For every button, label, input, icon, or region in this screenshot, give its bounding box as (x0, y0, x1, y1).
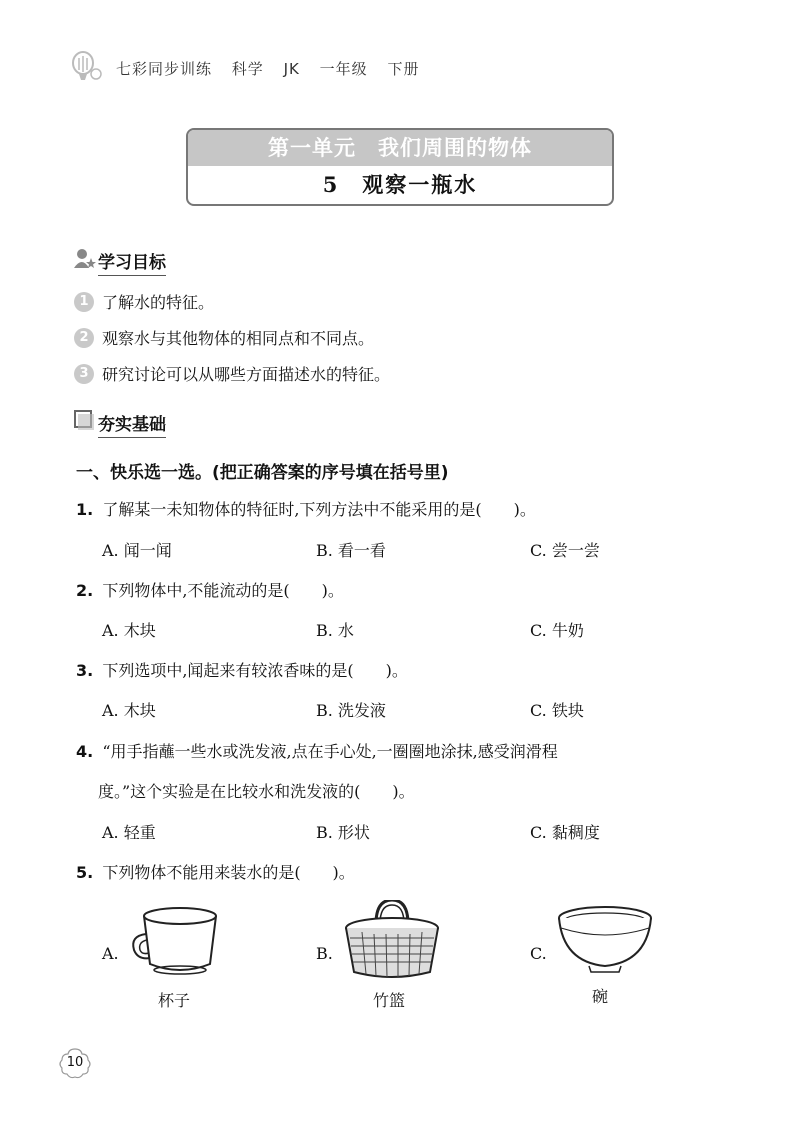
goal-item (74, 326, 374, 349)
header-book: 七彩同步训练 (116, 60, 213, 78)
question-text: 下列物体中,不能流动的是( )。 (102, 581, 344, 600)
question-4 (76, 739, 558, 762)
question-number: 3. (76, 661, 94, 680)
option-c[interactable]: C. 黏稠度 (530, 823, 600, 842)
question-5 (76, 860, 355, 883)
page-number: 10 (66, 1055, 84, 1070)
option-a[interactable]: A. 闻一闻 (102, 541, 172, 560)
question-1 (76, 497, 536, 520)
title-box (186, 128, 614, 206)
question-text: 下列物体不能用来装水的是( )。 (102, 863, 355, 882)
option-b[interactable]: B. 水 (316, 621, 354, 640)
basket-image (342, 900, 442, 982)
goal-item (74, 362, 390, 385)
header-logo-icon (70, 50, 104, 84)
header-volume: 下册 (387, 60, 420, 78)
question-2 (76, 578, 344, 601)
goal-number: 2 (74, 328, 94, 348)
question-text: 下列选项中,闻起来有较浓香味的是( )。 (102, 661, 408, 680)
question-text-line2: 度。”这个实验是在比较水和洗发液的( )。 (98, 782, 415, 801)
question-3 (76, 658, 408, 681)
caption-cup: 杯子 (158, 991, 191, 1010)
option-b[interactable]: B. 形状 (316, 823, 370, 842)
basics-icon (74, 410, 94, 430)
goal-text: 研究讨论可以从哪些方面描述水的特征。 (102, 365, 391, 384)
question-number: 2. (76, 581, 94, 600)
option-b[interactable]: B. (316, 944, 333, 963)
header-edition: JK (283, 60, 300, 78)
option-a[interactable]: A. 木块 (102, 701, 156, 720)
goal-text: 了解水的特征。 (102, 293, 215, 312)
option-c[interactable]: C. 尝一尝 (530, 541, 600, 560)
question-number: 5. (76, 863, 94, 882)
goal-number: 3 (74, 364, 94, 384)
option-a[interactable]: A. 木块 (102, 621, 156, 640)
header-subject: 科学 (231, 60, 264, 78)
goal-text: 观察水与其他物体的相同点和不同点。 (102, 329, 375, 348)
question-text: 了解某一未知物体的特征时,下列方法中不能采用的是( )。 (102, 500, 536, 519)
part-one-heading: 一、快乐选一选。(把正确答案的序号填在括号里) (76, 463, 449, 483)
option-c[interactable]: C. 牛奶 (530, 621, 584, 640)
option-c[interactable]: C. 铁块 (530, 701, 584, 720)
caption-bowl: 碗 (592, 987, 609, 1006)
goal-item (74, 290, 214, 313)
caption-basket: 竹篮 (373, 991, 406, 1010)
cup-image (128, 902, 228, 982)
bowl-image (555, 904, 655, 974)
page-header (116, 58, 433, 79)
header-grade: 一年级 (319, 60, 368, 78)
option-c[interactable]: C. (530, 944, 547, 963)
unit-title: 第一单元 我们周围的物体 (188, 130, 612, 166)
goal-number: 1 (74, 292, 94, 312)
lesson-title: 5 观察一瓶水 (322, 172, 478, 197)
goals-icon (74, 248, 96, 270)
goals-heading: 学习目标 (98, 248, 166, 276)
option-b[interactable]: B. 洗发液 (316, 701, 386, 720)
basics-heading: 夯实基础 (98, 410, 166, 438)
question-text-line1: “用手指蘸一些水或洗发液,点在手心处,一圈圈地涂抹,感受润滑程 (102, 742, 558, 761)
question-number: 1. (76, 500, 94, 519)
question-number: 4. (76, 742, 94, 761)
question-4-line2 (98, 779, 415, 802)
option-b[interactable]: B. 看一看 (316, 541, 386, 560)
option-a[interactable]: A. (102, 944, 119, 963)
option-a[interactable]: A. 轻重 (102, 823, 156, 842)
